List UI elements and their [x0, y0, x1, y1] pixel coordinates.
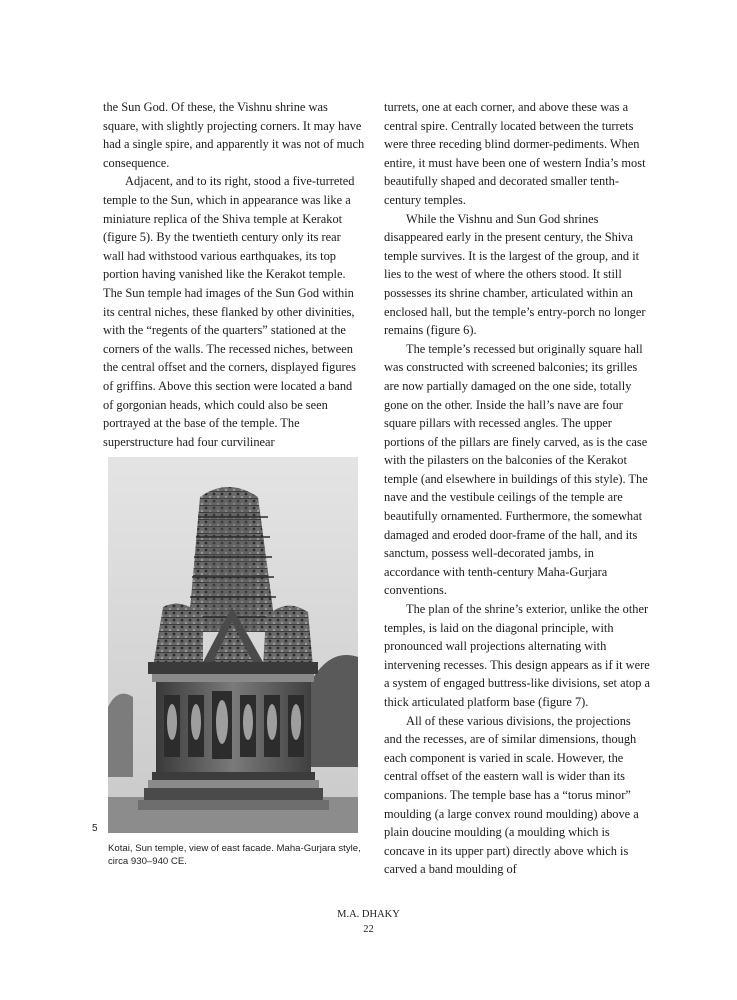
paragraph: The temple’s recessed but originally square hall was constructed with screened balconies; its grilles are now partially damaged on the one side, totally gone on the other. Inside the hall’s nave are four square pillars with recessed angles. The upper portions of the pillars are finely carved, as is the case with the pilasters on the balconies of the Kerakot temple (and elsewhere in buildings of this style). The nave and the vestibule ceilings of the temple are beautifully ornamented. Furthermore, the somewhat damaged and eroded door-frame of the hall, and its sanctum, possess well-decorated jambs, in accordance with tenth-century Maha-Gurjara conventions.: [384, 341, 648, 598]
right-text-column: [384, 98, 650, 879]
page-footer: [0, 907, 737, 937]
paragraph: Adjacent, and to its right, stood a five-turreted temple to the Sun, which in appearance was like a miniature replica of the Shiva temple at Kerakot (figure 5). By the twentieth century only its rear wall had withstood various earthquakes, its top portion having vanished like the Kerakot temple. The Sun temple had images of the Sun God within its central niches, these flanked by other divinities, with the “regents of the quarters” stationed at the corners of the walls. The recessed niches, between the central offset and the corners, displayed figures of griffins. Above this section were located a band of gorgonian heads, which could also be seen portrayed at the base of the temple. The superstructure had four curvilinear: [103, 174, 356, 449]
running-author: M.A. DHAKY: [337, 909, 400, 920]
paragraph: turrets, one at each corner, and above these was a central spire. Centrally located between the turrets were three receding blind dormer-pediments. When entire, it must have been one of western India’s most beautifully shaped and decorated smaller tenth-century temples.: [384, 100, 646, 207]
temple-photograph: [108, 457, 358, 833]
paragraph: All of these various divisions, the projections and the recesses, are of similar dimensions, though each component is varied in scale. However, the central offset of the eastern wall is wider than its companions. The temple base has a “torus minor” moulding (a large convex round moulding) above a plain doucine moulding (a moulding which is concave in its upper part) directly above which is carved a band moulding of: [384, 713, 639, 877]
figure-number: 5: [92, 823, 98, 834]
left-text-column: [103, 98, 365, 451]
paragraph: While the Vishnu and Sun God shrines disappeared early in the present century, the Shiva temple survives. It is the largest of the group, and it lies to the west of where the others stood. It still possesses its shrine chamber, articulated within an enclosed hall, but the temple’s entry-porch no longer remains (figure 6).: [384, 211, 646, 338]
figure-caption: Kotai, Sun temple, view of east facade. Maha-Gurjara style, circa 930–940 CE.: [108, 843, 361, 867]
paragraph: The plan of the shrine’s exterior, unlike the other temples, is laid on the diagonal principle, with pronounced wall projections alternating with intervening recesses. This design appears as if it were a system of engaged buttress-like divisions, set atop a thick articulated platform base (figure 7).: [384, 602, 650, 709]
temple-photo-illustration: [108, 457, 358, 833]
page-number: 22: [363, 924, 374, 935]
paragraph: the Sun God. Of these, the Vishnu shrine was square, with slightly projecting corners. It may have had a single spire, and apparently it was not of much consequence.: [103, 100, 365, 170]
